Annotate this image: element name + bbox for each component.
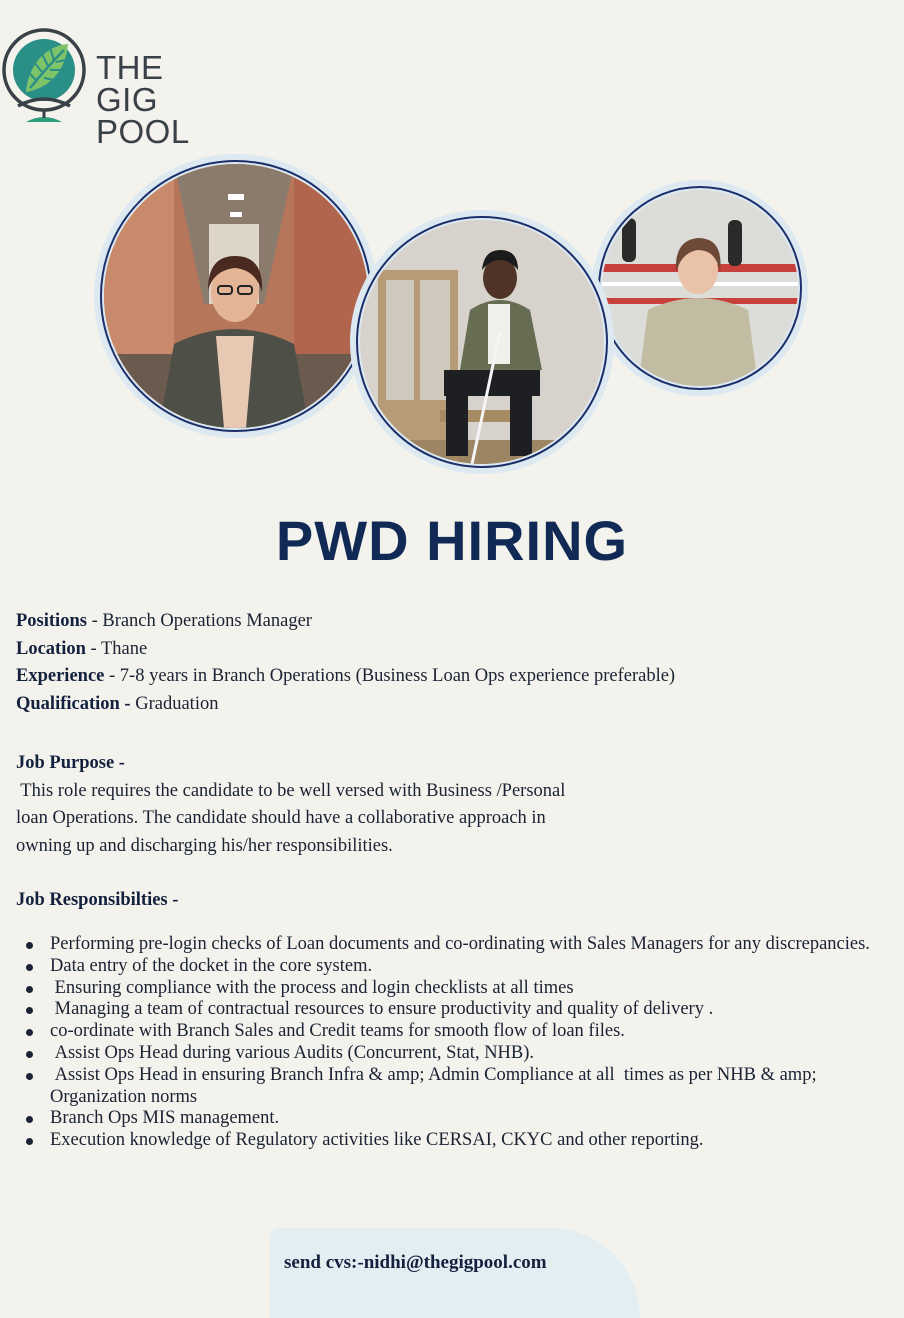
list-item-text: Ensuring compliance with the process and login checklists at all times xyxy=(50,977,574,998)
list-item-text: Data entry of the docket in the core system. xyxy=(50,955,373,976)
bullet-icon xyxy=(26,1007,33,1014)
job-purpose-line2: loan Operations. The candidate should have a collaborative approach in xyxy=(16,808,546,828)
job-details xyxy=(16,608,876,718)
photo-ring-3 xyxy=(598,186,802,390)
photo-ring-1 xyxy=(100,160,372,432)
bullet-icon xyxy=(26,1138,33,1145)
list-item xyxy=(24,1021,884,1043)
job-purpose-line1: This role requires the candidate to be well versed with Business /Personal xyxy=(16,780,566,801)
list-item-text: Assist Ops Head during various Audits (Concurrent, Stat, NHB). xyxy=(50,1042,535,1063)
list-item xyxy=(24,999,884,1021)
location-value: - Thane xyxy=(85,638,148,659)
contact-email[interactable]: send cvs:-nidhi@thegigpool.com xyxy=(284,1252,547,1273)
globe-leaf-icon xyxy=(0,22,90,132)
qualification-label: Qualification - xyxy=(16,693,136,714)
list-item-text: Branch Ops MIS management. xyxy=(50,1108,280,1129)
experience-label: Experience xyxy=(16,666,105,686)
job-purpose-title: Job Purpose - xyxy=(16,753,125,773)
brand-name-line2: GIG xyxy=(96,81,159,118)
bullet-icon xyxy=(26,942,33,949)
list-item-text: Execution knowledge of Regulatory activities like CERSAI, CKYC and other reporting. xyxy=(50,1130,704,1151)
list-item xyxy=(24,934,884,956)
brand-name xyxy=(96,49,190,150)
list-item xyxy=(24,1108,884,1130)
job-purpose-section xyxy=(16,750,636,860)
brand-logo xyxy=(0,22,190,150)
positions-label: Positions xyxy=(16,611,87,631)
bullet-icon xyxy=(26,1051,33,1058)
bullet-icon xyxy=(26,1073,33,1080)
job-purpose-line3: owning up and discharging his/her responsibilities. xyxy=(16,835,393,856)
list-item xyxy=(24,1043,884,1065)
list-item-text: Assist Ops Head in ensuring Branch Infra & amp; Admin Compliance at all times as per NHB & amp; Organization norms xyxy=(50,1064,822,1107)
positions-value: - Branch Operations Manager xyxy=(86,611,312,631)
bullet-icon xyxy=(26,964,33,971)
responsibilities-title: Job Responsibilties - xyxy=(16,890,179,910)
list-item xyxy=(24,1065,884,1109)
photo-ring-2 xyxy=(356,216,608,468)
responsibilities-list xyxy=(24,934,884,1152)
qualification-value: Graduation xyxy=(135,693,219,714)
list-item xyxy=(24,1130,884,1152)
experience-row xyxy=(16,663,876,691)
location-row xyxy=(16,636,876,664)
location-label: Location xyxy=(16,638,86,659)
list-item-text: co-ordinate with Branch Sales and Credit teams for smooth flow of loan files. xyxy=(50,1021,625,1042)
bullet-icon xyxy=(26,1029,33,1036)
experience-value: - 7-8 years in Branch Operations (Business Loan Ops experience preferable) xyxy=(104,666,676,686)
list-item-text: Performing pre-login checks of Loan documents and co-ordinating with Sales Managers for any discrepancies. xyxy=(50,934,870,954)
qualification-row xyxy=(16,691,876,719)
bullet-icon xyxy=(26,1116,33,1123)
positions-row xyxy=(16,608,876,636)
list-item xyxy=(24,956,884,978)
brand-name-line3: POOL xyxy=(96,113,190,150)
list-item xyxy=(24,978,884,1000)
brand-name-line1: THE xyxy=(96,49,164,86)
page-title: PWD HIRING xyxy=(275,509,629,572)
list-item-text: Managing a team of contractual resources to ensure productivity and quality of delivery . xyxy=(50,999,714,1020)
bullet-icon xyxy=(26,986,33,993)
